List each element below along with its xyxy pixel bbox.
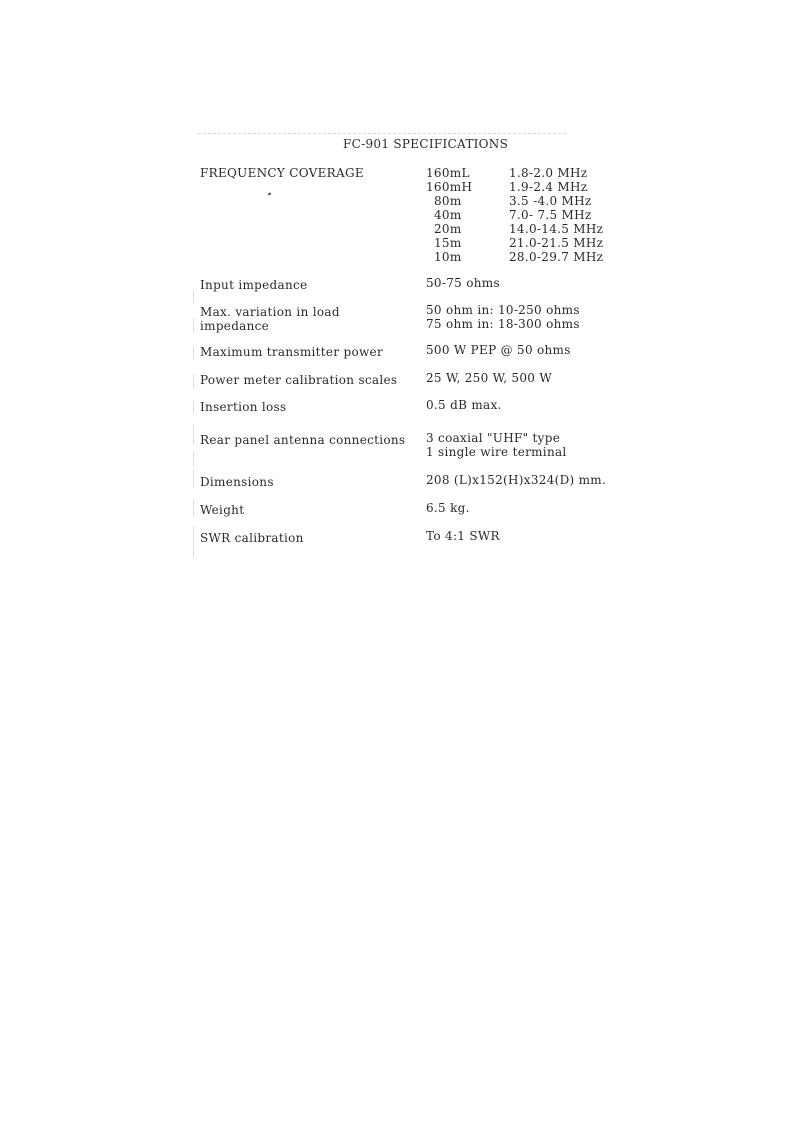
band-name: 160mH <box>426 180 473 194</box>
spec-label: Dimensions <box>200 475 274 489</box>
spec-label: Maximum transmitter power <box>200 345 383 359</box>
spec-value: 208 (L)x152(H)x324(D) mm. <box>426 473 607 487</box>
band-name: 10m <box>434 250 462 264</box>
margin-line <box>193 400 194 414</box>
spec-label: impedance <box>200 319 270 333</box>
margin-line <box>193 500 194 516</box>
band-range: 1.9-2.4 MHz <box>509 180 588 194</box>
document-title: FC-901 SPECIFICATIONS <box>343 137 509 151</box>
spec-value: 25 W, 250 W, 500 W <box>426 371 552 385</box>
spec-value: 0.5 dB max. <box>426 398 502 412</box>
spec-label: Insertion loss <box>200 400 287 414</box>
stray-mark <box>268 192 272 195</box>
margin-line <box>193 290 194 304</box>
margin-line <box>193 318 194 332</box>
margin-line <box>193 526 194 558</box>
band-range: 14.0-14.5 MHz <box>509 222 604 236</box>
top-rule <box>198 133 566 134</box>
margin-line <box>193 346 194 360</box>
margin-line <box>193 374 194 388</box>
spec-label: Weight <box>200 503 245 517</box>
spec-label: Input impedance <box>200 278 308 292</box>
band-range: 7.0- 7.5 MHz <box>509 208 592 222</box>
spec-value: 500 W PEP @ 50 ohms <box>426 343 571 357</box>
spec-value: To 4:1 SWR <box>426 529 500 543</box>
band-name: 40m <box>434 208 462 222</box>
spec-label: SWR calibration <box>200 531 304 545</box>
spec-value: 50-75 ohms <box>426 276 500 290</box>
band-range: 1.8-2.0 MHz <box>509 166 588 180</box>
spec-label: Max. variation in load <box>200 305 340 319</box>
spec-value: 6.5 kg. <box>426 501 470 515</box>
spec-value: 3 coaxial "UHF" type <box>426 431 561 445</box>
margin-line <box>193 452 194 466</box>
band-range: 3.5 -4.0 MHz <box>509 194 592 208</box>
band-range: 21.0-21.5 MHz <box>509 236 604 250</box>
spec-label: Rear panel antenna connections <box>200 433 406 447</box>
band-range: 28.0-29.7 MHz <box>509 250 604 264</box>
band-name: 15m <box>434 236 462 250</box>
frequency-coverage-label: FREQUENCY COVERAGE <box>200 166 364 180</box>
spec-value: 75 ohm in: 18-300 ohms <box>426 317 580 331</box>
band-name: 20m <box>434 222 462 236</box>
spec-label: Power meter calibration scales <box>200 373 398 387</box>
spec-value: 50 ohm in: 10-250 ohms <box>426 303 580 317</box>
margin-line <box>193 425 194 445</box>
margin-line <box>193 470 194 488</box>
spec-value: 1 single wire terminal <box>426 445 567 459</box>
band-name: 160mL <box>426 166 470 180</box>
band-name: 80m <box>434 194 462 208</box>
